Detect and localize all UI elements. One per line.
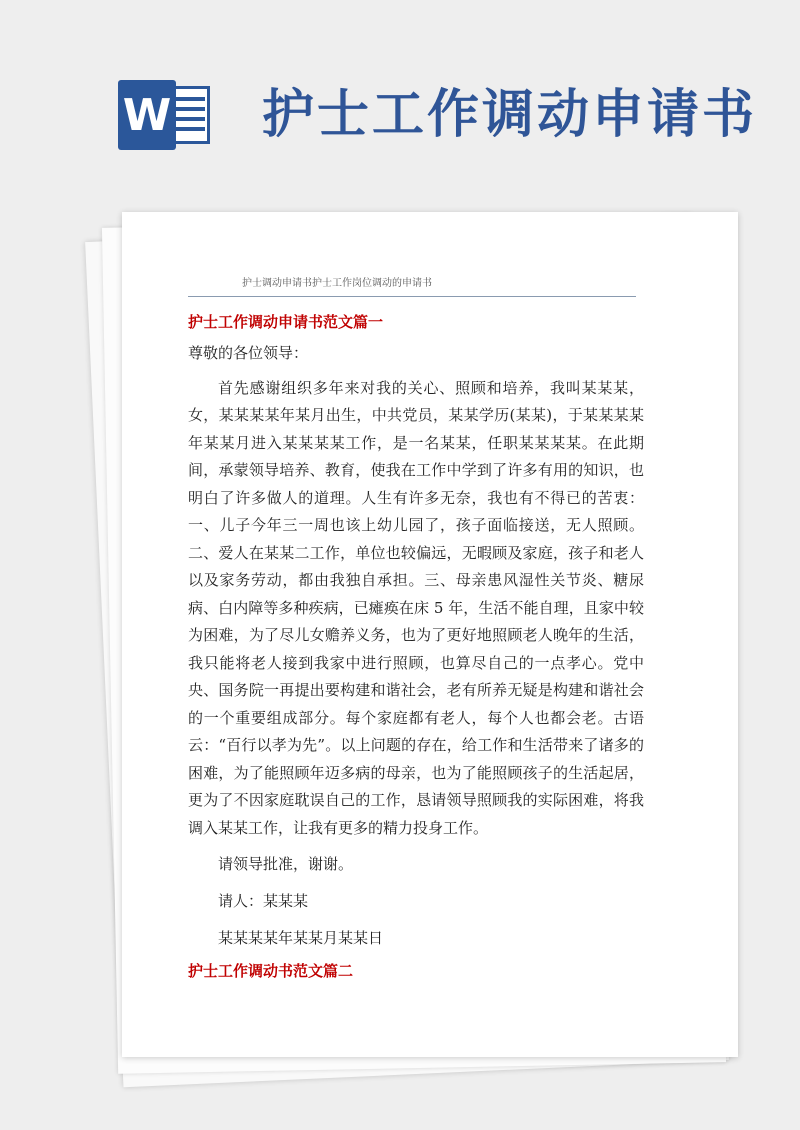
section-2-title: 护士工作调动书范文篇二	[188, 962, 354, 980]
banner	[0, 0, 800, 200]
banner-title: 护士工作调动申请书	[262, 84, 758, 145]
section-1-title: 护士工作调动申请书范文篇一	[188, 313, 384, 331]
salutation: 尊敬的各位领导：	[188, 344, 309, 362]
document-body	[188, 308, 644, 985]
date-line: 某某某某年某某月某某日	[218, 929, 384, 947]
header-divider	[188, 296, 636, 297]
closing-line: 请领导批准，谢谢。	[218, 855, 354, 873]
word-letter-badge: W	[118, 80, 176, 150]
word-document-icon	[118, 80, 214, 150]
document-page	[122, 212, 738, 1057]
body-paragraph: 首先感谢组织多年来对我的关心、照顾和培养，我叫某某某，女，某某某某年某月出生，中共党员，某某学历(某某)，于某某某某年某某月进入某某某某工作，是一名某某，任职某某某某。在此期间，承蒙领导培养、教育，使我在工作中学到了许多有用的知识，也明白了许多做人的道理。人生有许多无奈，我也有不得已的苦衷：一、儿子今年三一周也该上幼儿园了，孩子面临接送，无人照顾。二、爱人在某某二工作，单位也较偏远，无暇顾及家庭，孩子和老人以及家务劳动，都由我独自承担。三、母亲患风湿性关节炎、糖尿病、白内障等多种疾病，已瘫痪在床 5 年，生活不能自理，且家中较为困难，为了尽儿女赡养义务，也为了更好地照顾老人晚年的生活，我只能将老人接到我家中进行照顾，也算尽自己的一点孝心。党中央、国务院一再提出要构建和谐社会，老有所养无疑是构建和谐社会的一个重要组成部分。每个家庭都有老人，每个人也都会老。古语云：“百行以孝为先”。以上问题的存在，给工作和生活带来了诸多的困难，为了能照顾年迈多病的母亲，也为了能照顾孩子的生活起居，更为了不因家庭耽误自己的工作，恳请领导照顾我的实际困难，将我调入某某工作，让我有更多的精力投身工作。	[188, 378, 644, 837]
running-header: 护士调动申请书护士工作岗位调动的申请书	[242, 278, 432, 289]
signature-line: 请人：某某某	[218, 892, 309, 910]
